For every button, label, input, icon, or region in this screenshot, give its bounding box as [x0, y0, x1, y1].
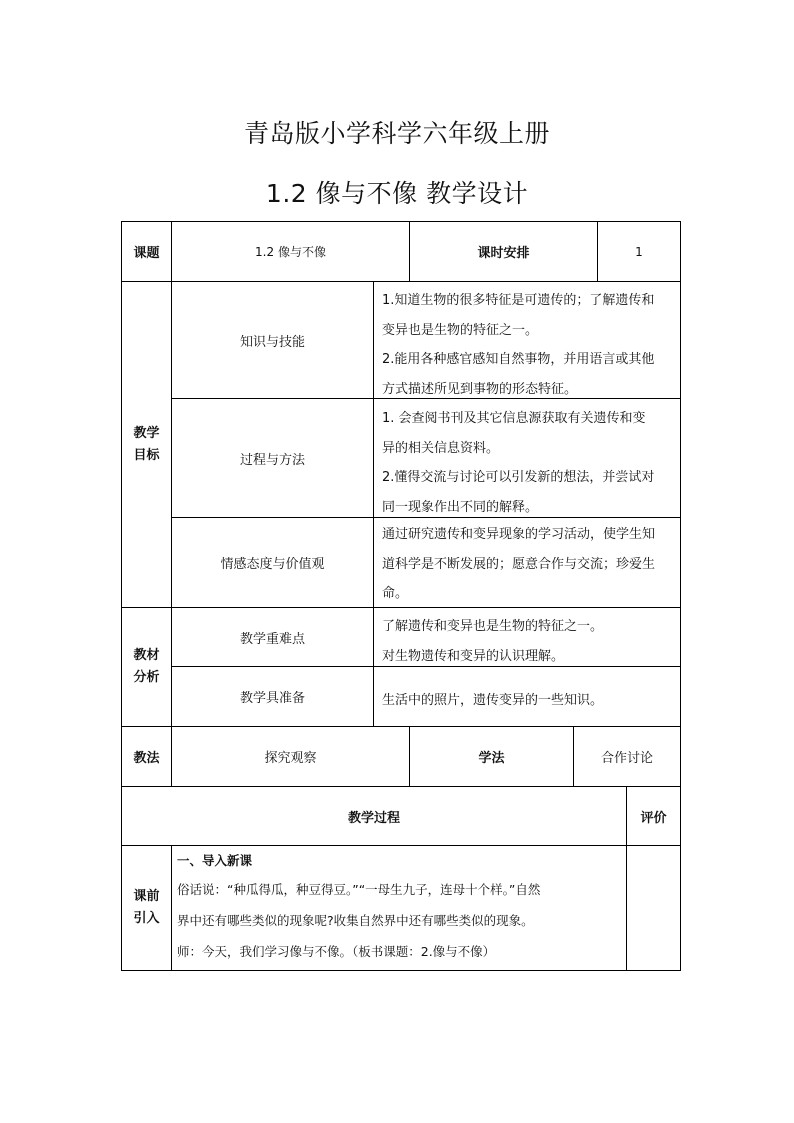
keypoint-content: 了解遗传和变异也是生物的特征之一。 对生物遗传和变异的认识理解。 — [382, 619, 604, 664]
emotion-content: 通过研究遗传和变异现象的学习活动，使学生知 道科学是不断发展的；愿意合作与交流；珍爱生 命。 — [382, 527, 656, 601]
document-subtitle: 1.2 像与不像 教学设计 — [265, 179, 529, 208]
topic-label: 课题 — [133, 246, 160, 261]
hours-label: 课时安排 — [477, 246, 530, 261]
grid-line — [121, 845, 681, 846]
knowledge-content: 1.知道生物的很多特征是可遗传的；了解遗传和 变异也是生物的特征之一。 2.能用各种感官感知自然事物，并用语言或其他 方式描述所见到事物的形态特征。 — [382, 293, 655, 397]
document-title: 青岛版小学科学六年级上册 — [243, 119, 550, 148]
objectives-label: 教学 目标 — [133, 425, 160, 463]
emotion-label: 情感态度与价值观 — [220, 557, 325, 572]
hours-value: 1 — [635, 244, 643, 259]
study-method-value: 合作讨论 — [600, 751, 653, 766]
study-method-label: 学法 — [478, 751, 505, 766]
grid-line — [171, 845, 172, 970]
grid-line — [121, 970, 681, 971]
grid-line — [680, 221, 681, 971]
intro-heading: 一、导入新课 — [177, 853, 253, 868]
intro-content: 一、导入新课 俗话说：“种瓜得瓜，种豆得豆。”“一母生九子，连母十个样。”自然 界中还有哪些类似的现象呢?收集自然界中还有哪些类似的现象。 师：今天，我们学习像与不像。（板书课题：2.像与不像） — [177, 848, 626, 967]
material-analysis-label: 教材 分析 — [133, 648, 160, 685]
knowledge-label: 知识与技能 — [239, 334, 305, 350]
process-method-content: 1. 会查阅书刊及其它信息源获取有关遗传和变 异的相关信息资料。 2.懂得交流与讨论可以引发新的想法，并尝试对 同一现象作出不同的解释。 — [382, 411, 655, 515]
intro-label: 课前 引入 — [133, 889, 160, 926]
teaching-method-value: 探究观察 — [264, 751, 317, 766]
grid-line — [373, 281, 374, 726]
process-method-label: 过程与方法 — [239, 452, 305, 468]
teaching-process-header: 教学过程 — [347, 810, 400, 826]
keypoint-label: 教学重难点 — [239, 631, 305, 647]
evaluation-header: 评价 — [640, 810, 667, 826]
topic-value: 1.2 像与不像 — [255, 245, 326, 259]
prep-content: 生活中的照片，遗传变异的一些知识。 — [382, 693, 604, 708]
teaching-method-label: 教法 — [133, 751, 160, 766]
prep-label: 教学具准备 — [239, 691, 305, 706]
